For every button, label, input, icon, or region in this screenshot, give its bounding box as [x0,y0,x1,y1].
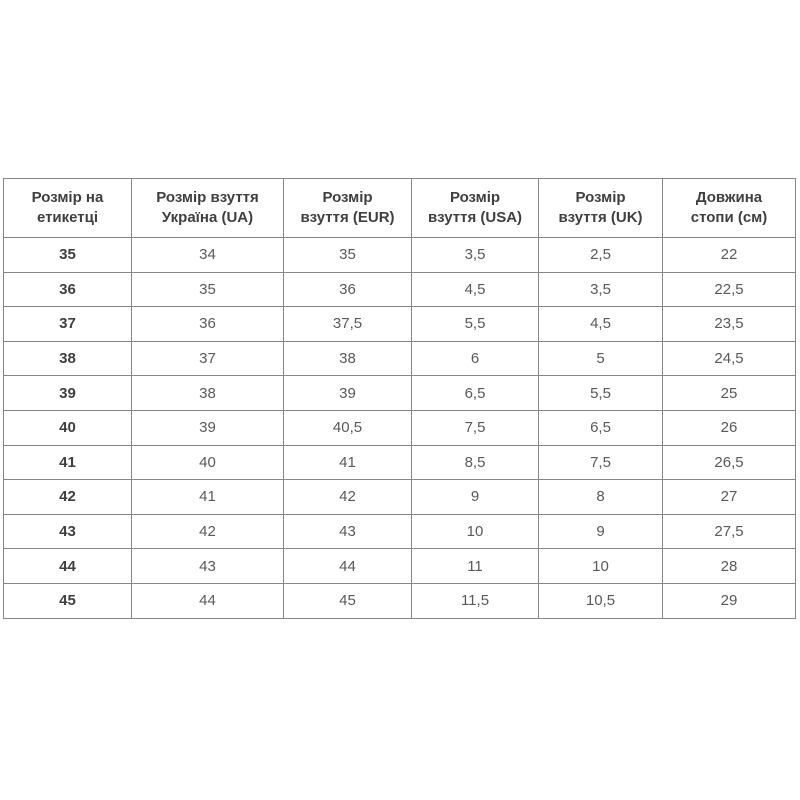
header-uk-size [539,179,663,238]
cell-eur-size: 43 [284,514,412,549]
cell-uk-size: 8 [539,480,663,515]
header-text: етикетці [36,209,99,226]
cell-foot-length: 27,5 [663,514,796,549]
header-foot-length [663,179,796,238]
cell-ua-size: 39 [132,410,284,445]
cell-ua-size: 38 [132,376,284,411]
cell-foot-length: 25 [663,376,796,411]
header-text: Розмір взуття [156,189,259,206]
cell-eur-size: 37,5 [284,307,412,342]
header-text: Довжина [695,189,763,206]
cell-usa-size: 9 [412,480,539,515]
cell-foot-length: 22 [663,238,796,273]
header-text: Україна (UA) [161,209,254,226]
cell-eur-size: 36 [284,272,412,307]
cell-size-label: 35 [4,238,132,273]
table-row [4,549,796,584]
table-row [4,445,796,480]
cell-uk-size: 10 [539,549,663,584]
cell-uk-size: 5,5 [539,376,663,411]
cell-uk-size: 9 [539,514,663,549]
cell-eur-size: 42 [284,480,412,515]
cell-ua-size: 36 [132,307,284,342]
cell-usa-size: 8,5 [412,445,539,480]
table-body [4,238,796,619]
cell-foot-length: 26 [663,410,796,445]
cell-uk-size: 2,5 [539,238,663,273]
table-header [4,179,796,238]
table-row [4,514,796,549]
cell-uk-size: 4,5 [539,307,663,342]
cell-uk-size: 5 [539,341,663,376]
cell-usa-size: 7,5 [412,410,539,445]
table-row [4,341,796,376]
cell-eur-size: 41 [284,445,412,480]
cell-usa-size: 4,5 [412,272,539,307]
cell-usa-size: 6,5 [412,376,539,411]
table-row [4,410,796,445]
cell-size-label: 40 [4,410,132,445]
cell-usa-size: 3,5 [412,238,539,273]
table-row [4,583,796,618]
header-usa-size [412,179,539,238]
header-label-size [4,179,132,238]
cell-uk-size: 10,5 [539,583,663,618]
header-text: взуття (EUR) [300,209,395,226]
header-text: взуття (USA) [427,209,523,226]
cell-size-label: 44 [4,549,132,584]
cell-eur-size: 44 [284,549,412,584]
cell-foot-length: 26,5 [663,445,796,480]
cell-foot-length: 29 [663,583,796,618]
header-row [4,179,796,238]
cell-size-label: 38 [4,341,132,376]
cell-uk-size: 3,5 [539,272,663,307]
header-text: Розмір [449,189,501,206]
shoe-size-conversion-table [3,178,796,619]
cell-foot-length: 24,5 [663,341,796,376]
cell-usa-size: 11,5 [412,583,539,618]
cell-ua-size: 40 [132,445,284,480]
table-row [4,238,796,273]
table-row [4,480,796,515]
cell-eur-size: 40,5 [284,410,412,445]
cell-usa-size: 10 [412,514,539,549]
header-text: стопи (см) [690,209,768,226]
cell-eur-size: 38 [284,341,412,376]
header-text: взуття (UK) [558,209,643,226]
header-text: Розмір [322,189,373,206]
cell-uk-size: 6,5 [539,410,663,445]
cell-usa-size: 6 [412,341,539,376]
cell-size-label: 37 [4,307,132,342]
header-ua-size [132,179,284,238]
header-eur-size [284,179,412,238]
table-row [4,307,796,342]
cell-ua-size: 34 [132,238,284,273]
header-text: Розмір [575,189,626,206]
cell-ua-size: 35 [132,272,284,307]
table-row [4,376,796,411]
cell-ua-size: 43 [132,549,284,584]
cell-ua-size: 44 [132,583,284,618]
cell-size-label: 36 [4,272,132,307]
header-text: Розмір на [31,189,104,206]
cell-eur-size: 45 [284,583,412,618]
cell-ua-size: 42 [132,514,284,549]
cell-size-label: 45 [4,583,132,618]
cell-usa-size: 5,5 [412,307,539,342]
cell-size-label: 43 [4,514,132,549]
cell-foot-length: 22,5 [663,272,796,307]
cell-foot-length: 28 [663,549,796,584]
cell-eur-size: 39 [284,376,412,411]
cell-usa-size: 11 [412,549,539,584]
cell-ua-size: 37 [132,341,284,376]
cell-uk-size: 7,5 [539,445,663,480]
cell-size-label: 39 [4,376,132,411]
cell-ua-size: 41 [132,480,284,515]
cell-size-label: 41 [4,445,132,480]
cell-foot-length: 23,5 [663,307,796,342]
cell-size-label: 42 [4,480,132,515]
cell-foot-length: 27 [663,480,796,515]
cell-eur-size: 35 [284,238,412,273]
table-row [4,272,796,307]
